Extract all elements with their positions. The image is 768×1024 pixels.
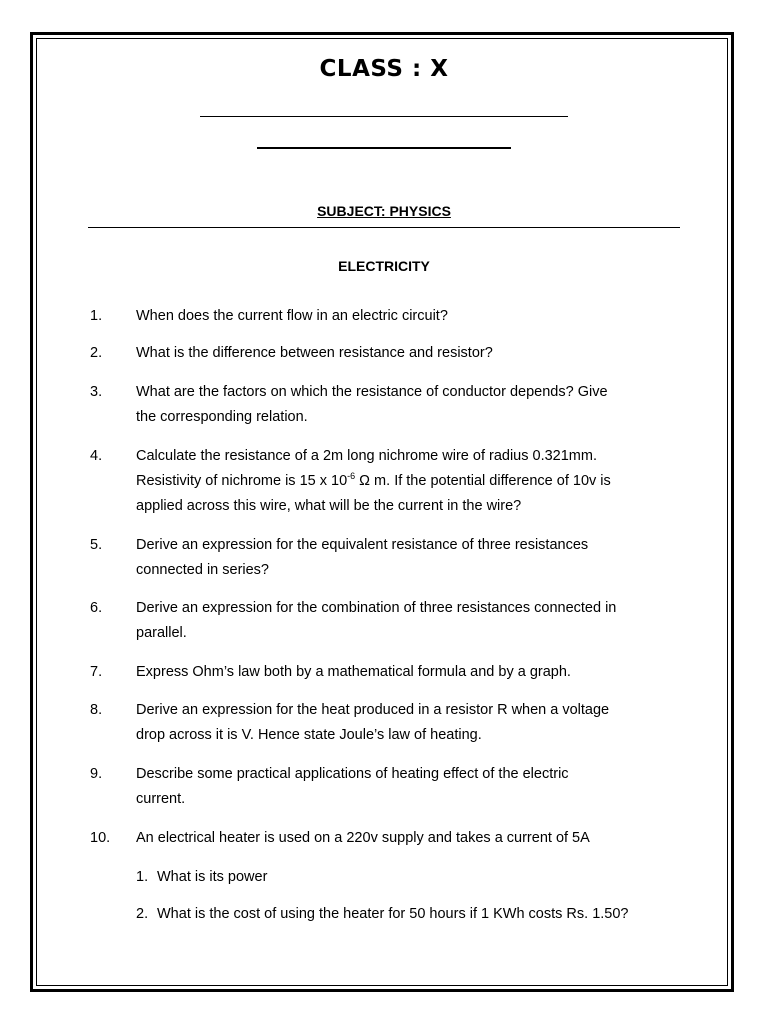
- question-text: When does the current flow in an electric circuit?: [136, 308, 448, 324]
- question-number: 7.: [90, 664, 103, 680]
- question-number: 10.: [90, 830, 111, 846]
- resistivity-line: Resistivity of nichrome is 15 x $10^{-6}$ Ω m. If the potential difference of 10v is: [136, 471, 611, 489]
- question-number: 1.: [90, 308, 103, 324]
- subquestion-2: [136, 902, 696, 927]
- question-text: An electrical heater is used on a 220v supply and takes a current of 5A: [136, 830, 590, 846]
- subquestion-number: 1.: [136, 869, 149, 885]
- subquestion-1: [136, 865, 696, 890]
- question-text: Derive an expression for the combination of three resistances connected in parallel.: [136, 600, 617, 641]
- topic-heading: ELECTRICITY: [338, 258, 430, 274]
- question-text: What are the factors on which the resistance of conductor depends? Give the corresponding relation.: [136, 384, 608, 425]
- question-number: 3.: [90, 384, 103, 400]
- exponent: -6: [347, 471, 356, 481]
- question-number: 4.: [90, 448, 103, 464]
- question-text: What is the difference between resistance and resistor?: [136, 345, 493, 361]
- class-title: CLASS : X: [319, 56, 449, 82]
- question-number: 8.: [90, 702, 103, 718]
- subquestion-number: 2.: [136, 906, 149, 922]
- question-number: 9.: [90, 766, 103, 782]
- heading-rule: [88, 227, 680, 228]
- question-text: Describe some practical applications of heating effect of the electric current.: [136, 766, 569, 807]
- subquestion-text: What is the cost of using the heater for 50 hours if 1 KWh costs Rs. 1.50?: [157, 906, 629, 922]
- question-number: 2.: [90, 345, 103, 361]
- blank-line-name: [200, 116, 568, 117]
- question-text: Derive an expression for the heat produced in a resistor R when a voltage drop across it is V. Hence state Joule’s law of heating.: [136, 702, 610, 743]
- subquestion-text: What is its power: [157, 869, 268, 885]
- question-number: 6.: [90, 600, 103, 616]
- question-text: Express Ohm’s law both by a mathematical formula and by a graph.: [136, 664, 571, 680]
- question-text: Derive an expression for the equivalent resistance of three resistances connected in series?: [136, 537, 589, 578]
- question-text: Calculate the resistance of a 2m long nichrome wire of radius 0.321mm. Resistivity of nichrome is 15 x $10^{-6}$ Ω m. If the potential difference of 10v is applied across this wire, what will be the current in the wire?: [136, 448, 611, 514]
- blank-line-date: [257, 147, 511, 149]
- subject-heading: SUBJECT: PHYSICS: [317, 203, 451, 219]
- question-number: 5.: [90, 537, 103, 553]
